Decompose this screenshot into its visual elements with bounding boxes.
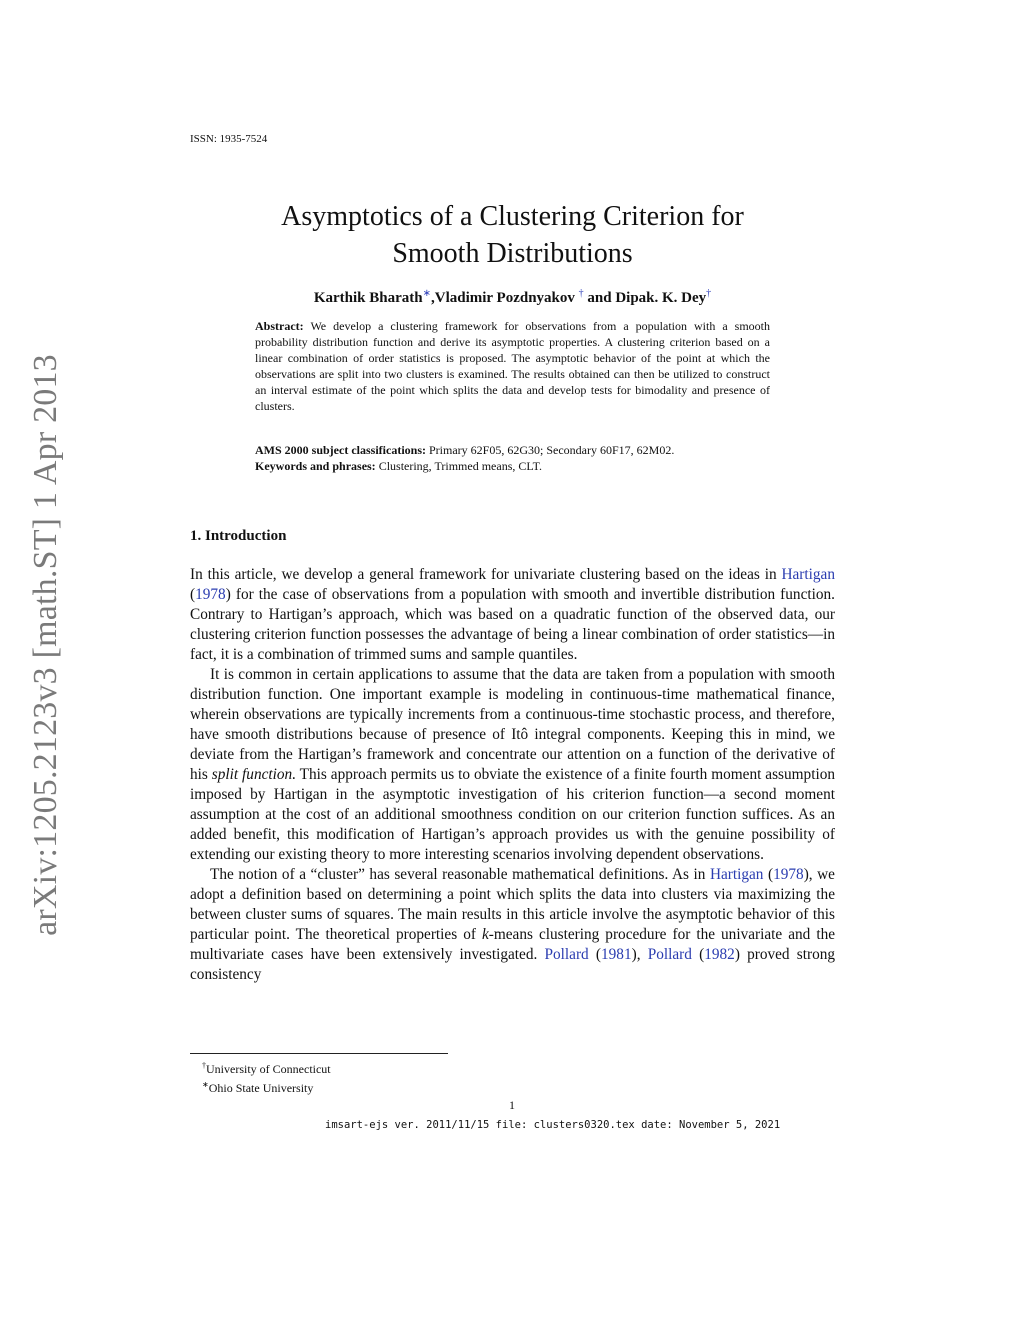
arxiv-sidebar-stamp [18,350,74,940]
citation-link-pollard[interactable]: Pollard [544,946,589,963]
text-run: ) proved strong consistency [190,946,836,983]
body-text [190,565,835,985]
emphasis-k: k [481,926,489,943]
keywords-text: Clustering, Trimmed means, CLT. [378,458,543,473]
abstract-label: Abstract: [255,319,304,333]
citation-link-1981[interactable]: 1981 [601,946,632,963]
footnote-mark: † [202,1061,206,1070]
paragraph-1 [190,565,835,665]
abstract [255,319,770,414]
section-heading-introduction: 1. Introduction [190,528,287,544]
keywords [255,459,770,475]
citation-link-pollard[interactable]: Pollard [647,946,692,963]
author-2: ,Vladimir Pozdnyakov [430,290,579,306]
citation-link-1978[interactable]: 1978 [195,586,226,603]
text-run: ( [588,946,601,963]
author-3-mark[interactable]: † [706,288,712,299]
author-2-mark[interactable]: † [578,288,584,299]
citation-link-hartigan[interactable]: Hartigan [781,566,835,583]
footnote-divider [190,1053,448,1054]
text-run: ( [763,866,774,883]
text-run: ( [190,586,196,603]
title-line-1: Asymptotics of a Clustering Criterion for [281,201,744,232]
ams-label: AMS 2000 subject classifications: [255,443,426,457]
footnote-1 [190,1058,590,1077]
footnote-mark: ∗ [202,1080,209,1089]
citation-link-1982[interactable]: 1982 [704,946,735,963]
text-run: ), we adopt a definition based on determining a point which splits the data into clusters via maximizing the between cluster sums of squares. The main results in this article involve the asymptotic behavior of this particular point. The theoretical properties of [190,866,835,943]
author-list [190,288,835,307]
footnote-text: University of Connecticut [206,1062,331,1076]
footnote-2 [190,1077,590,1096]
text-run: -means clustering procedure for the univariate and the multivariate cases have been extensively investigated. [190,926,836,963]
paper-title [190,198,835,272]
ams-text: Primary 62F05, 62G30; Secondary 60F17, 62M02. [429,443,675,457]
paragraph-3 [190,865,835,985]
text-run: It is common in certain applications to assume that the data are taken from a population with smooth distribution function. One important example is modeling in continuous-time mathematical finance, wherein observations are typically increments from a continuous-time stochastic process, and therefore, have smooth distributions because of presence of Itô integral components. Keeping this in mind, we deviate from the Hartigan’s framework and concentrate our attention on a function of the derivative of his [190,666,835,783]
title-line-2: Smooth Distributions [392,238,633,269]
abstract-text: We develop a clustering framework for observations from a population with a smooth probability distribution function and derive its asymptotic properties. A clustering criterion based on a linear combination of order statistics is proposed. The asymptotic behavior of the point at which the observations are split into two clusters is examined. The results obtained can then be utilized to construct an interval estimate of the point which splits the data and develop tests for bimodality and presence of clusters. [255,319,770,413]
arxiv-id-text: arXiv:1205.2123v3 [math.ST] 1 Apr 2013 [27,354,65,936]
keywords-label: Keywords and phrases: [255,458,376,473]
page-footer: imsart-ejs ver. 2011/11/15 file: clusters0320.tex date: November 5, 2021 [325,1119,781,1131]
text-run: ) for the case of observations from a population with smooth and invertible distribution function. Contrary to Hartigan’s approach, which was based on a quadratic function of the observed data, our clustering criterion function possesses the advantage of being a linear combination of order statistics—in fact, it is a combination of trimmed sums and sample quantiles. [190,586,835,663]
citation-link-hartigan[interactable]: Hartigan [709,866,764,883]
text-run: ( [691,946,705,963]
paragraph-2 [190,665,835,865]
text-run: In this article, we develop a general framework for univariate clustering based on the ideas in [190,566,782,583]
text-run: ), [631,946,648,963]
author-1-mark[interactable]: ∗ [422,288,431,299]
page-number: 1 [509,1098,515,1112]
issn-header: ISSN: 1935-7524 [190,133,268,145]
classification-block [255,443,770,475]
emphasis-split-function: split function. [211,766,297,783]
text-run: The notion of a “cluster” has several reasonable mathematical definitions. As in [210,866,710,883]
footnote-text: Ohio State University [208,1081,314,1095]
author-1: Karthik Bharath [313,290,423,306]
citation-link-1978[interactable]: 1978 [773,866,804,883]
text-run: This approach permits us to obviate the existence of a finite fourth moment assumption imposed by Hartigan in the asymptotic investigation of his criterion function—a second moment assumption at the cost of an additional smoothness condition on our criterion function suffices. As an added benefit, this modification of Hartigan’s approach provides us with the genuine possibility of extending our existing theory to more interesting scenarios involving dependent observations. [190,766,835,863]
footnotes [190,1058,590,1096]
author-3: and Dipak. K. Dey [583,290,707,306]
ams-classification [255,443,770,459]
